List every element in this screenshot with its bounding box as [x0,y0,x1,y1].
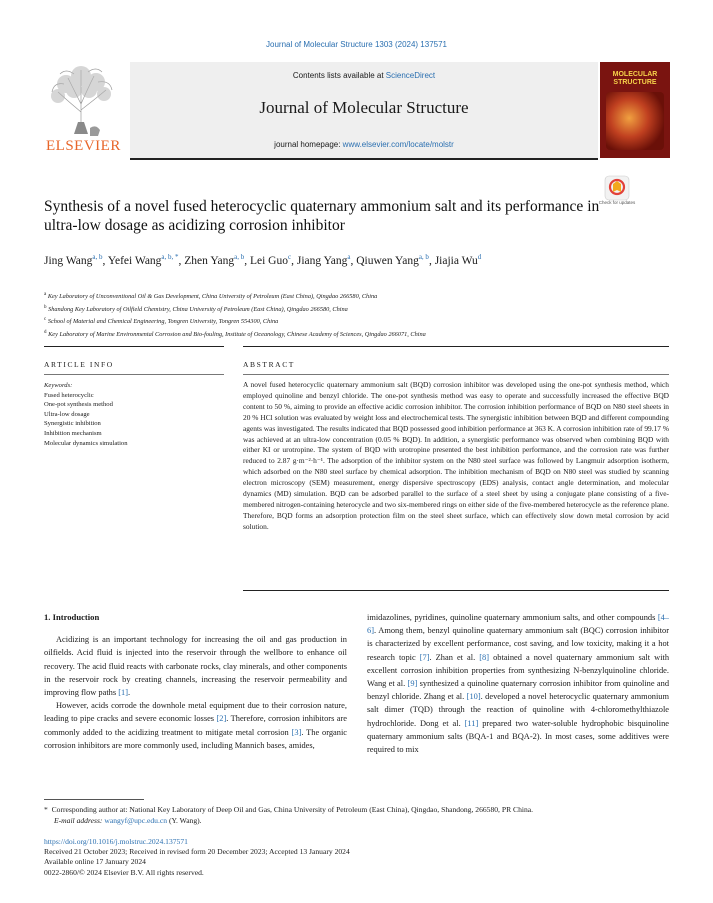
affiliation-mark[interactable]: c [288,253,292,261]
article-info-label: ARTICLE INFO [44,360,114,369]
check-for-updates-badge[interactable] [598,175,636,211]
abstract-label: ABSTRACT [243,360,295,369]
header-banner [130,62,598,160]
citation-link[interactable]: [10] [466,692,481,702]
paragraph: Acidizing is an important technology for increasing the oil and gas production in oilfields. Acid fluid is injected into the reservoir through the wellbore to enhance oil recovery. The acid fluid reacts with carbonate rocks, clay minerals, and other components in the reservoir rock by creating channels, increasing the reservoir permeability and improving flow paths [1]. [44,635,347,698]
homepage-link[interactable]: www.elsevier.com/locate/molstr [342,140,454,149]
elsevier-tree-icon [44,62,119,138]
divider [243,590,669,591]
abstract-text: A novel fused heterocyclic quaternary ammonium salt (BQD) corrosion inhibitor was developed using the one-pot synthesis method, which employed quinoline and benzyl chloride. The one-pot synthesis method was easy to operate and successfully increased the effective BQD content to 50 %, aiming to provide an effective acidic corrosion inhibitor. The corrosion inhibition performance of BQD on N80 steel sheets in 20 % HCl solution was evaluated by weight loss and electrochemical tests. The synergistic inhibition between BQD and different compounding agents was investigated. The results indicated that BQD possessed good inhibition performance at 363 K. A corrosion inhibition rate of 99.17 % was achieved at an ultra-low concentration (0.05 % BQD). In addition, a synergistic performance was observed when combining BQD with either KI or urotropine. The system of BQD with urotropine presented the best inhibition performance, and the corrosion rate was further reduced to 2.87 g·m⁻²·h⁻¹. The adsorption of the inhibitor system on the N80 steel surface was followed by Langmuir adsorption isotherm, which adsorbed on the N80 steel surface by chemical adsorption. The inhibition mechanism of BQD on N80 steel was studied by scanning electron microscopy (SEM) measurement, energy dispersive spectroscopy (EDS) analysis, contact angle determination, and molecular dynamics (MD) simulation. BQD can be adsorbed parallel to the surface of a steel sheet by using a conjugate plane consisting of a five-membered nitrogen-containing heterocycle and two six-membered rings on either side of the five-membered heterocycle as the reference plane. Therefore, BQD forms an adsorption protection film on the steel sheet surface, which can effectively slow down metal corrosion by acid solution. [243,380,669,531]
check-updates-label: Check for updates [598,200,636,205]
keywords-block [44,381,224,448]
footnote-text: Corresponding author at: National Key Laboratory of Deep Oil and Gas, China University of Petroleum (East China), Qingdao, Shandong, 266580, PR China. [51,805,534,814]
divider [44,346,224,347]
journal-header [44,62,670,158]
affiliation-mark[interactable]: a, b, * [161,253,179,261]
publisher-name: ELSEVIER [46,138,121,154]
body-column-left [44,611,347,752]
keyword-item: Ultra-low dosage [44,410,90,418]
divider [243,346,669,347]
citation-link[interactable]: [7] [419,652,430,662]
sciencedirect-link[interactable]: ScienceDirect [385,71,436,80]
article-title: Synthesis of a novel fused heterocyclic quaternary ammonium salt and its performance in ultra-low dosage as acidizing corrosion inhibitor [44,198,600,234]
divider [243,374,669,375]
author-name[interactable]: Yefei Wang$^{a, b, *}$ [107,253,179,267]
affiliation-line: $^d$ Key Laboratory of Marine Environmental Corrosion and Bio-fouling, Institute of Oceanology, Chinese Academy of Sciences, Qingdao 266071, China [44,329,426,338]
author-name[interactable]: Jing Wang$^{a, b}$ [44,253,103,267]
email-suffix: (Y. Wang). [168,815,202,825]
citation-link[interactable]: [3] [291,727,302,737]
footnote-mark: * [44,805,48,814]
affiliation-mark[interactable]: a, b [234,253,245,261]
email-label: E-mail address: [54,815,103,825]
footnote [44,805,674,826]
citation-link[interactable]: [1] [118,688,128,698]
contents-line [130,71,598,80]
affiliation-mark[interactable]: d [477,253,482,261]
keyword-item: Fused heterocyclic [44,391,94,399]
contents-prefix: Contents lists available at [292,71,386,80]
citation-link[interactable]: [11] [464,718,479,728]
paragraph: However, acids corrode the downhole metal equipment due to their corrosion nature, leading to pipe cracks and severe economic losses [2]. Therefore, corrosion inhibitors are commonly added to the acidizing treatment to mitigate metal corrosion [3]. The organic corrosion inhibitors are more commonly used, including Mannich bases, amides, [44,701,348,750]
keyword-item: Inhibition mechanism [44,429,102,437]
author-name[interactable]: Zhen Yang$^{a, b}$ [184,253,245,267]
author-name[interactable]: Jiang Yang$^a$ [296,253,351,267]
journal-title[interactable]: Journal of Molecular Structure [259,98,469,117]
cover-art [606,92,664,150]
keyword-item: Molecular dynamics simulation [44,439,128,447]
divider [44,374,224,375]
affiliation-mark[interactable]: a, b [418,253,429,261]
keyword-item: Synergistic inhibition [44,420,101,428]
citation-link[interactable]: [4–6] [367,613,669,636]
paragraph: imidazolines, pyridines, quinoline quaternary ammonium salts, and other compounds [4–6]. Among them, benzyl quinoline quaternary ammonium salt (BQC) corrosion inhibitor is characterized by excellent performance, cost saving, and low toxicity, making it a hot research topic [7]. Zhan et al. [8] obtained a novel quaternary ammonium salt with excellent corrosion inhibition properties from synthesizing N-benzylquinoline chloride. Wang et al. [9] synthesized a quinoline quaternary corrosion inhibitor from quinoline and benzyl chloride. Zhang et al. [10]. developed a novel heterocyclic quaternary ammonium salt dimer (TQD) through the reaction of quinoline with 4-chloromethylthiazole hydrochloride. Dong et al. [11] prepared two water-soluble hydrophobic bisquinoline quaternary ammonium salts (BQA-1 and BQA-2). In most cases, some additives were required to mix [367,613,670,755]
copyright: 0022-2860/© 2024 Elsevier B.V. All rights reserved. [44,867,204,877]
author-list: Jing Wang$^{a, b}$, Yefei Wang$^{a, b, *}$, Zhen Yang$^{a, b}$, Lei Guo$^c$, Jiang Yang$^a$, Qiuwen Yang$^{a, b}$, Jiajia Wu$^d$ [44,253,482,267]
keyword-item: One-pot synthesis method [44,401,113,409]
author-name[interactable]: Jiajia Wu$^d$ [434,253,482,267]
cover-title: MOLECULAR STRUCTURE [612,71,658,86]
footnote-divider [44,799,144,800]
citation-link[interactable]: [8] [479,652,490,662]
affiliations [44,290,664,340]
citation-link[interactable]: [9] [407,679,418,689]
journal-cover[interactable] [600,62,670,158]
doi-link[interactable]: https://doi.org/10.1016/j.molstruc.2024.137571 [44,837,188,846]
article-history [44,837,674,878]
affiliation-line: $^a$ Key Laboratory of Unconventional Oil & Gas Development, China University of Petroleum (East China), Qingdao 266580, China [44,292,378,301]
author-name[interactable]: Lei Guo$^c$ [249,253,292,267]
check-updates-icon [602,175,632,201]
author-name[interactable]: Qiuwen Yang$^{a, b}$ [356,253,429,267]
journal-reference[interactable]: Journal of Molecular Structure 1303 (2024) 137571 [266,40,447,49]
affiliation-mark[interactable]: a [347,253,351,261]
section-heading: 1. Introduction [44,612,100,622]
body-column-right [367,611,669,756]
email-link[interactable]: wangyf@upc.edu.cn [104,815,168,825]
online-date: Available online 17 January 2024 [44,857,146,867]
received-dates: Received 21 October 2023; Received in revised form 20 December 2023; Accepted 13 January 2024 [44,847,350,857]
homepage-prefix: journal homepage: [274,140,343,149]
elsevier-logo[interactable] [44,62,119,158]
citation-link[interactable]: [2] [216,714,227,724]
homepage-line [130,140,598,149]
keywords-label: Keywords: [44,382,73,389]
affiliation-mark[interactable]: a, b [92,253,103,261]
affiliation-line: $^b$ Shandong Key Laboratory of Oilfield Chemistry, China University of Petroleum (East China), Qingdao 266580, China [44,304,348,313]
affiliation-line: $^c$ School of Material and Chemical Engineering, Tongren University, Tongren 554300, China [44,317,279,326]
